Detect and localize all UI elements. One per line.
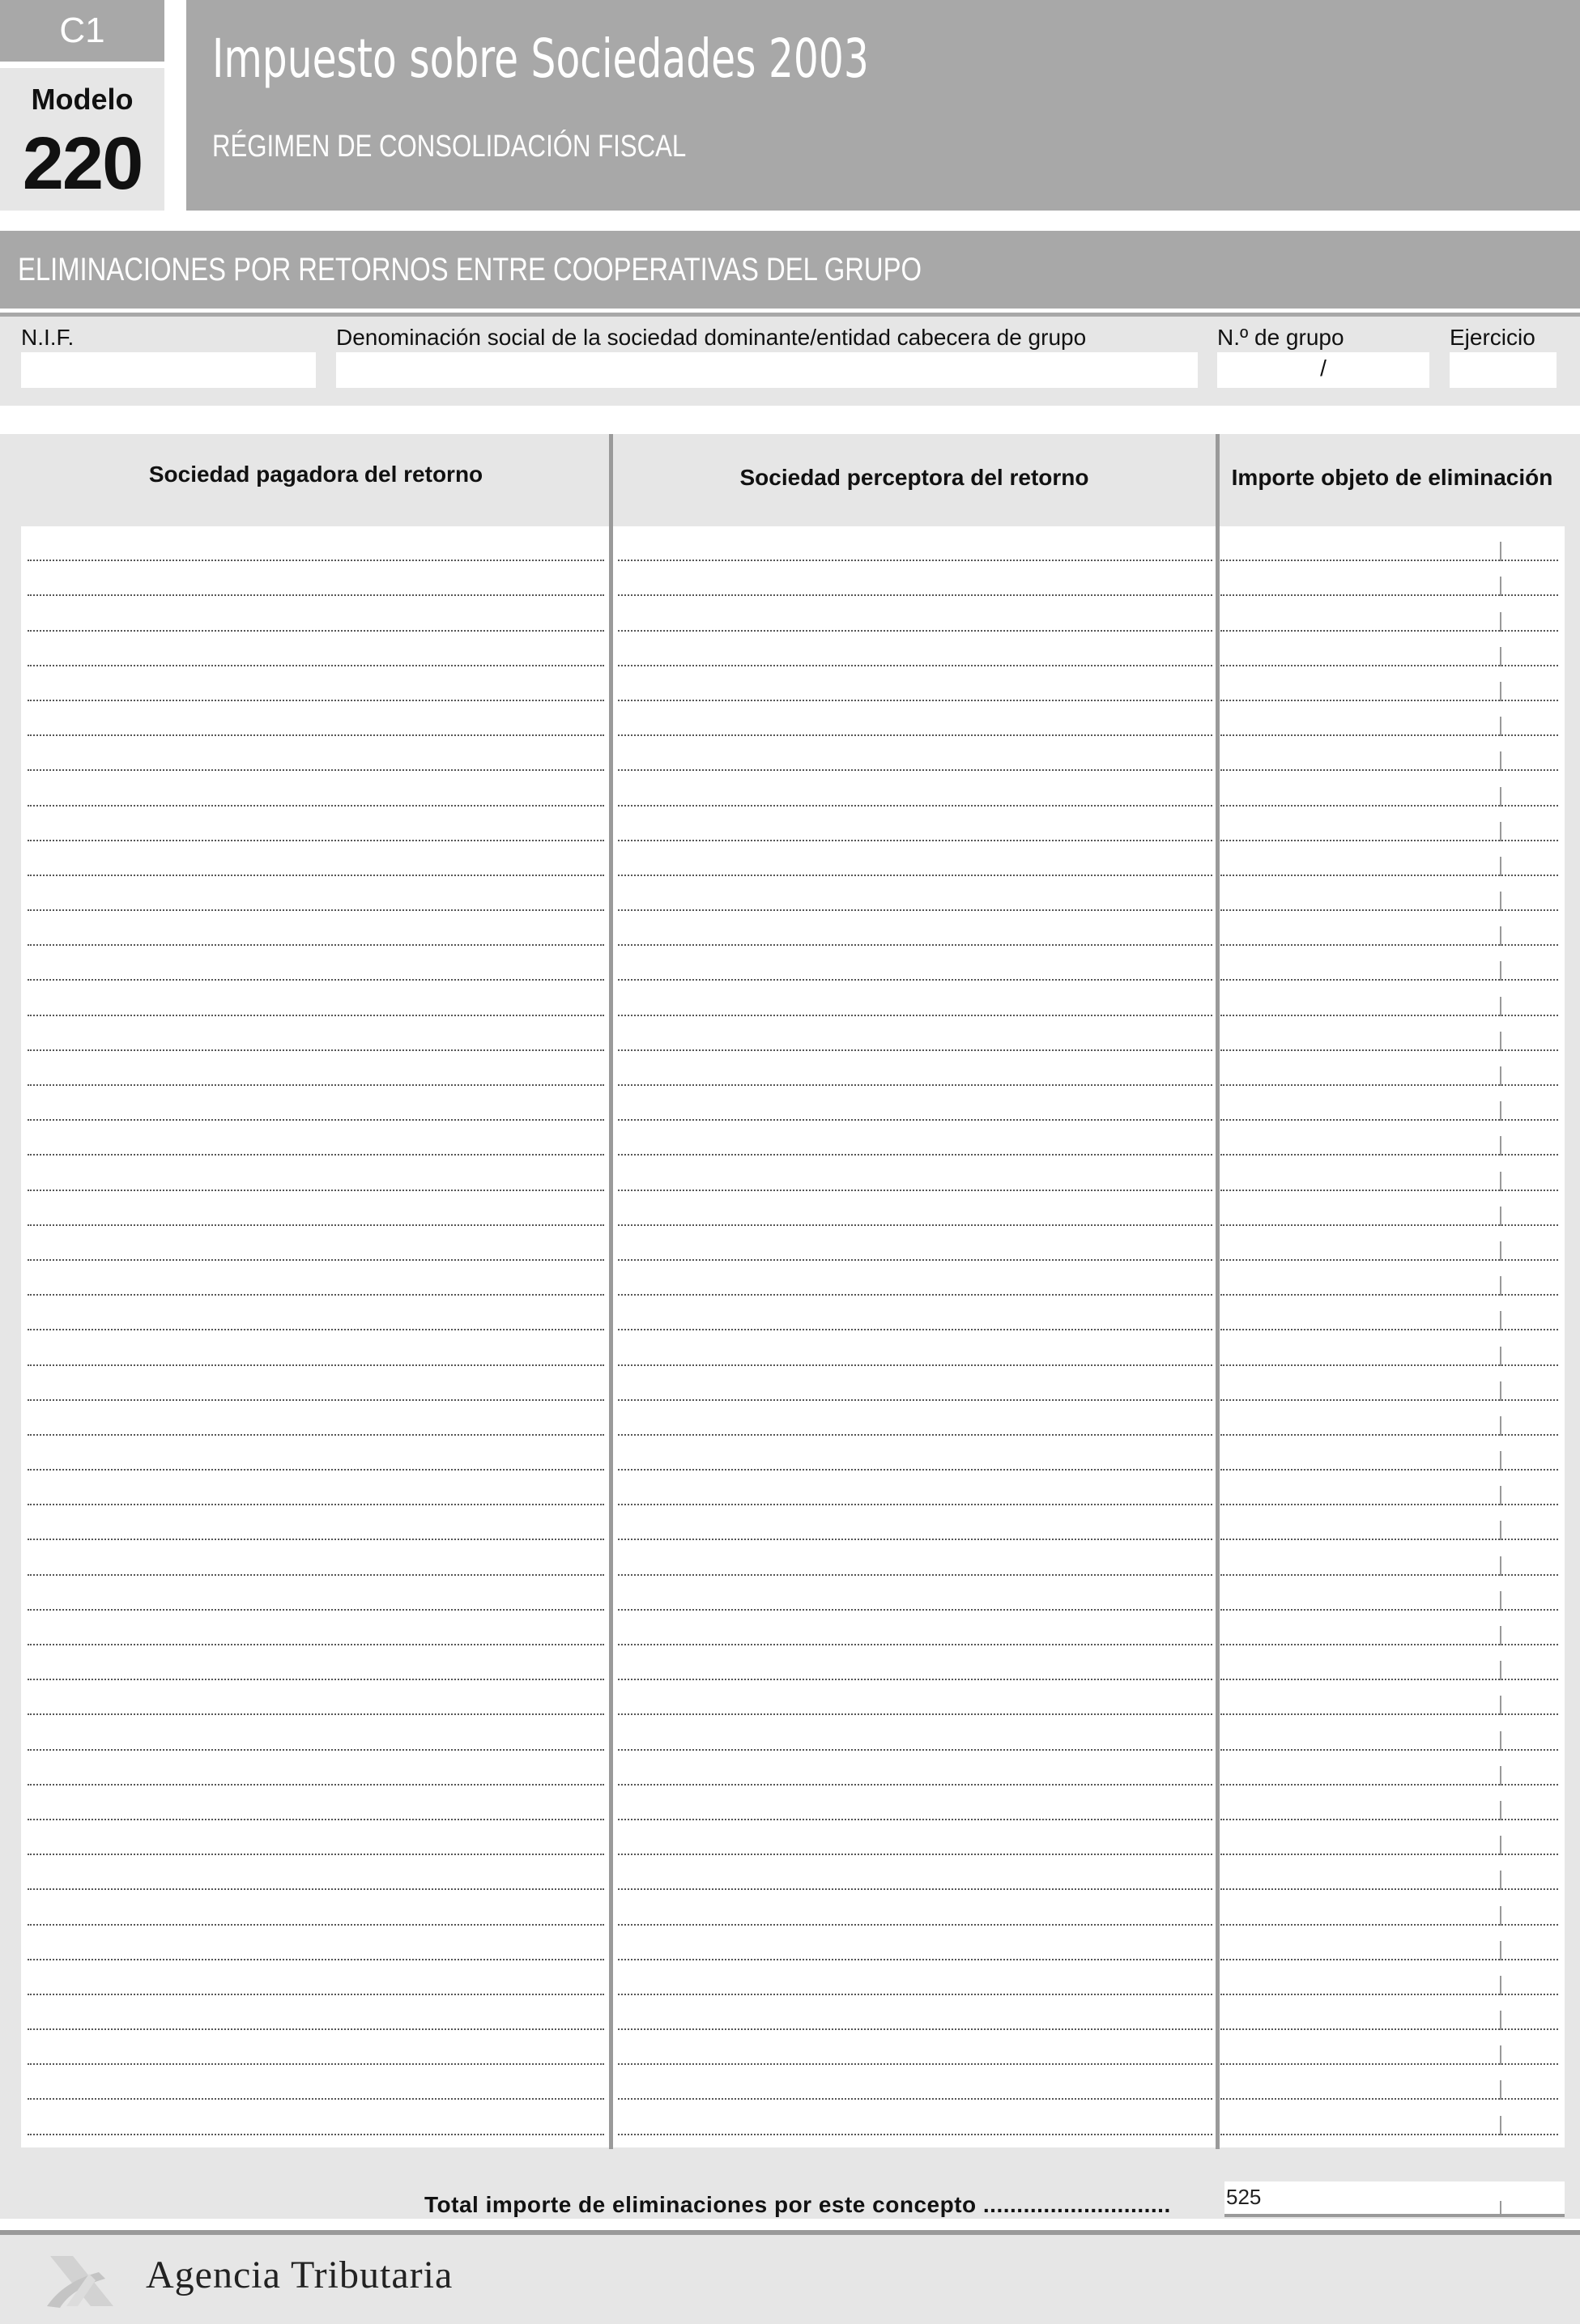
decimal-separator-tick	[1500, 2045, 1501, 2065]
column-divider-1	[609, 434, 613, 2149]
decimal-separator-tick	[1500, 1101, 1501, 1121]
decimal-separator-tick	[1500, 1801, 1501, 1820]
modelo-label: Modelo	[31, 83, 134, 116]
table-row	[21, 946, 1565, 981]
table-row	[21, 1890, 1565, 1925]
table-row	[21, 1051, 1565, 1086]
table-row	[21, 1715, 1565, 1750]
table-row	[21, 526, 1565, 561]
total-box-code: 525	[1226, 2185, 1262, 2209]
table-row	[21, 1786, 1565, 1820]
table-row	[21, 807, 1565, 841]
decimal-separator-tick	[1500, 1066, 1501, 1086]
decimal-separator-tick	[1500, 997, 1501, 1016]
decimal-separator-tick	[1500, 577, 1501, 596]
decimal-separator-tick	[1500, 647, 1501, 666]
decimal-separator-tick	[1500, 1591, 1501, 1611]
decimal-separator-tick	[1500, 892, 1501, 911]
modelo-number: 220	[22, 122, 143, 205]
form-code-box	[0, 0, 164, 62]
decimal-separator-tick	[1500, 961, 1501, 981]
table-row	[21, 1611, 1565, 1645]
grupo-field[interactable]	[1217, 352, 1429, 388]
decimal-separator-tick	[1500, 1766, 1501, 1786]
table-row	[21, 1995, 1565, 2030]
decimal-separator-tick	[1500, 1241, 1501, 1261]
table-row	[21, 1436, 1565, 1471]
table-row	[21, 1820, 1565, 1855]
table-row	[21, 1226, 1565, 1261]
cell-importe[interactable]	[1220, 2134, 1558, 2135]
nif-field[interactable]	[21, 352, 316, 388]
decimal-separator-tick	[1500, 1311, 1501, 1330]
table-row	[21, 1366, 1565, 1401]
table-row	[21, 561, 1565, 596]
table-row	[21, 2065, 1565, 2100]
total-label: Total importe de eliminaciones por este concepto ............................	[424, 2192, 1171, 2217]
decimal-separator-tick	[1500, 926, 1501, 946]
table-row	[21, 1471, 1565, 1505]
table-row	[21, 1926, 1565, 1960]
column-header-perceptora: Sociedad perceptora del retorno	[739, 465, 1089, 490]
table-row	[21, 666, 1565, 701]
column-header-pagadora: Sociedad pagadora del retorno	[148, 462, 483, 487]
table-row	[21, 1960, 1565, 1995]
decimal-separator-tick	[1500, 822, 1501, 841]
decimal-separator-tick	[1500, 1696, 1501, 1715]
table-row	[21, 1016, 1565, 1051]
decimal-separator-tick	[1500, 1731, 1501, 1751]
table-row	[21, 876, 1565, 911]
table-rows	[21, 526, 1565, 2135]
decimal-separator-tick	[1500, 751, 1501, 771]
agency-name: Agencia Tributaria	[146, 2254, 454, 2296]
grupo-label: N.º de grupo	[1217, 325, 1344, 350]
denominacion-label: Denominación social de la sociedad dominante/entidad cabecera de grupo	[336, 325, 1087, 350]
identification-area	[0, 317, 1580, 406]
column-divider-2	[1216, 434, 1220, 2149]
decimal-separator-tick	[1500, 542, 1501, 561]
decimal-separator-tick	[1500, 1136, 1501, 1156]
form-code: C1	[59, 11, 105, 50]
title-banner	[186, 0, 1580, 211]
decimal-separator-tick	[1500, 1626, 1501, 1645]
table-row	[21, 841, 1565, 876]
decimal-separator-tick	[1500, 1451, 1501, 1471]
table-row	[21, 1086, 1565, 1121]
section-banner	[0, 231, 1580, 309]
decimal-separator-tick	[1500, 1207, 1501, 1226]
table-row	[21, 1296, 1565, 1330]
page-subtitle: RÉGIMEN DE CONSOLIDACIÓN FISCAL	[212, 130, 687, 164]
decimal-separator-tick	[1500, 787, 1501, 807]
agencia-tributaria-logo-icon	[42, 2250, 120, 2313]
modelo-box	[0, 68, 164, 211]
decimal-separator-tick	[1500, 2116, 1501, 2135]
table-row	[21, 1156, 1565, 1190]
decimal-separator-tick	[1500, 857, 1501, 876]
table-row	[21, 736, 1565, 771]
ejercicio-field[interactable]	[1450, 352, 1557, 388]
decimal-separator-tick	[1500, 1381, 1501, 1401]
table-row	[21, 1191, 1565, 1226]
nif-label: N.I.F.	[21, 325, 75, 350]
table-row	[21, 1401, 1565, 1436]
decimal-separator-tick	[1500, 1416, 1501, 1436]
decimal-separator-tick	[1500, 1941, 1501, 1960]
decimal-separator-tick	[1500, 1172, 1501, 1191]
decimal-separator-tick	[1500, 1836, 1501, 1855]
table-row	[21, 1645, 1565, 1680]
decimal-separator-tick	[1500, 1661, 1501, 1680]
table-row	[21, 1751, 1565, 1786]
table-row	[21, 1855, 1565, 1890]
table-row	[21, 1680, 1565, 1715]
decimal-separator-tick	[1500, 717, 1501, 736]
table-row	[21, 1540, 1565, 1575]
cell-pagadora[interactable]	[28, 2134, 604, 2135]
cell-perceptora[interactable]	[618, 2134, 1212, 2135]
decimal-separator-tick	[1500, 1906, 1501, 1926]
table-row	[21, 1261, 1565, 1296]
decimal-separator-tick	[1500, 1556, 1501, 1576]
decimal-separator-tick	[1500, 1032, 1501, 1051]
decimal-separator-tick	[1500, 2080, 1501, 2100]
decimal-separator-tick	[1500, 1347, 1501, 1366]
table-row	[21, 632, 1565, 666]
table-row	[21, 596, 1565, 631]
table-row	[21, 1121, 1565, 1156]
column-header-importe: Importe objeto de eliminación	[1231, 465, 1553, 490]
decimal-separator-tick	[1500, 1521, 1501, 1540]
table-row	[21, 2030, 1565, 2065]
total-field[interactable]	[1224, 2181, 1565, 2217]
decimal-separator-tick	[1500, 682, 1501, 701]
table-row	[21, 981, 1565, 1015]
page-title: Impuesto sobre Sociedades 2003	[212, 28, 869, 90]
decimal-separator-tick	[1500, 1976, 1501, 1995]
table-row	[21, 2100, 1565, 2135]
table-row	[21, 911, 1565, 946]
decimal-separator-tick	[1500, 612, 1501, 632]
table-row	[21, 701, 1565, 736]
table-row	[21, 1505, 1565, 1540]
decimal-separator-tick	[1500, 2201, 1501, 2217]
denominacion-field[interactable]	[336, 352, 1198, 388]
decimal-separator-tick	[1500, 1871, 1501, 1890]
decimal-separator-tick	[1500, 1486, 1501, 1505]
table-row	[21, 1330, 1565, 1365]
grupo-separator: /	[1320, 355, 1327, 381]
table-row	[21, 771, 1565, 806]
decimal-separator-tick	[1500, 1276, 1501, 1296]
table-row	[21, 1576, 1565, 1611]
section-title: ELIMINACIONES POR RETORNOS ENTRE COOPERATIVAS DEL GRUPO	[18, 252, 922, 287]
decimal-separator-tick	[1500, 2011, 1501, 2030]
footer	[0, 2235, 1580, 2324]
ejercicio-label: Ejercicio	[1450, 325, 1535, 350]
